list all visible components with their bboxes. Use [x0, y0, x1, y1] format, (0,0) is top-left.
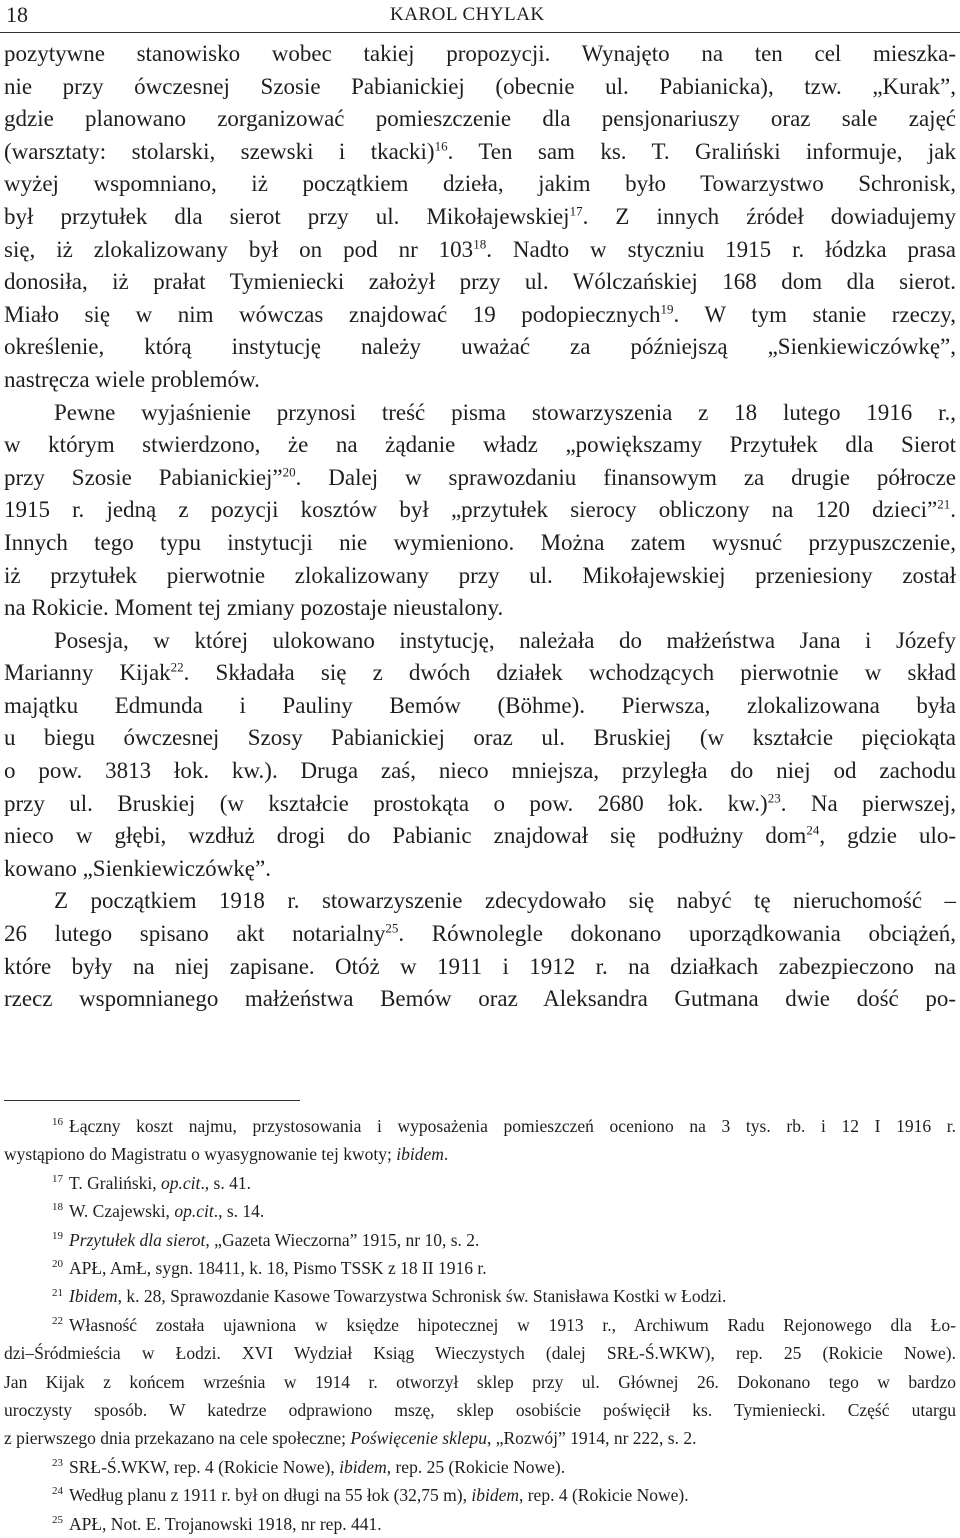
body-line: majątku Edmunda i Pauliny Bemów (Böhme). Pierwsza, zlokalizowana była — [4, 692, 956, 718]
footnote-25: $^{25}$ APŁ, Not. E. Trojanowski 1918, nr rep. 441. — [52, 1513, 382, 1534]
footnote-24: $^{24}$ Według planu z 1911 r. był on długi na 55 łok (32,75 m), ibidem, rep. 4 (Rokicie Nowe). — [52, 1485, 689, 1506]
body-line: rzecz wspomnianego małżeństwa Bemów oraz Aleksandra Gutmana dwie dość po- — [4, 986, 956, 1012]
body-line: Miało się w nim wówczas znajdować 19 podopiecznych$^{19}$. W tym stanie rzeczy, — [4, 301, 957, 327]
footnotes — [4, 1112, 956, 1538]
body-line: u biegu ówczesnej Szosy Pabianickiej oraz ul. Bruskiej (w kształcie pięciokąta — [4, 725, 956, 751]
footnote-17: $^{17}$ T. Graliński, op.cit., s. 41. — [52, 1172, 251, 1193]
footnote-22: $^{22}$ Własność została ujawniona w księdze hipotecznej w 1913 r., Archiwum Radu Rejonowego dla Ło- — [52, 1314, 956, 1335]
footnote-ref: 24 — [806, 822, 820, 838]
body-line: gdzie planowano zorganizować pomieszczenie dla pensjonariuszy oraz sale zajęć — [4, 106, 956, 132]
footnote-18: $^{18}$ W. Czajewski, op.cit., s. 14. — [52, 1201, 265, 1222]
footnote-ref: 16 — [434, 138, 448, 154]
body-line: 1915 r. jedną z pozycji kosztów był „przytułek sierocy obliczony na 120 dzieci”$^{21}$. — [4, 496, 956, 523]
body-line: 26 lutego spisano akt notarialny$^{25}$. Równolegle dokonano uporządkowania obciążeń, — [4, 920, 956, 947]
body-line: Z początkiem 1918 r. stowarzyszenie zdecydowało się nabyć tę nieruchomość – — [54, 888, 956, 914]
body-line: nastręcza wiele problemów. — [4, 366, 260, 392]
footnote-ref: 25 — [385, 920, 399, 936]
footnote-ref: 21 — [937, 496, 951, 512]
footnote-ref: 19 — [660, 301, 674, 317]
body-line: nieco w głębi, wzdłuż drogi do Pabianic znajdował się podłużny dom$^{24}$, gdzie ulo- — [4, 822, 957, 849]
footnote-20: $^{20}$ APŁ, AmŁ, sygn. 18411, k. 18, Pismo TSSK z 18 II 1916 r. — [52, 1258, 487, 1279]
body-line: Innych tego typu instytucji nie wymieniono. Można zatem wysnuć przypuszczenie, — [4, 529, 956, 555]
body-line: na Rokicie. Moment tej zmiany pozostaje nieustalony. — [4, 595, 504, 621]
body-line: iż przytułek pierwotnie zlokalizowany przy ul. Mikołajewskiej przeniesiony został — [4, 562, 956, 588]
body-line: które były na niej zapisane. Otóż w 1911 i 1912 r. na działkach zabezpieczono na — [4, 953, 956, 979]
body-line: kowano „Sienkiewiczówkę”. — [4, 855, 271, 881]
body-line: Marianny Kijak$^{22}$. Składała się z dwóch działek wchodzących pierwotnie w skład — [4, 659, 956, 686]
body-line: był przytułek dla sierot przy ul. Mikołajewskiej$^{17}$. Z innych źródeł dowiadujemy — [4, 203, 956, 229]
footnote-22-cont: uroczysty sposób. W katedrze odprawiono mszę, sklep osobiście poświęcił ks. Tymieniecki. Część utargu — [4, 1400, 956, 1421]
footnote-22-cont: dzi–Śródmieścia w Łodzi. XVI Wydział Ksiąg Wieczystych (dalej SRŁ-Ś.WKW), rep. 25 (Rokicie Nowe). — [4, 1343, 956, 1364]
footnote-16-cont: wystąpiono do Magistratu o wyasygnowanie tej kwoty; ibidem. — [4, 1144, 449, 1165]
body-line: w którym stwierdzono, że na żądanie władz „powiększamy Przytułek dla Sierot — [4, 432, 956, 458]
body-line: przy Szosie Pabianickiej”$^{20}$. Dalej w sprawozdaniu finansowym za drugie półrocze — [4, 464, 956, 490]
footnote-19: $^{19}$ Przytułek dla sierot, „Gazeta Wieczorna” 1915, nr 10, s. 2. — [52, 1229, 480, 1250]
footnote-separator — [4, 1100, 300, 1101]
header-rule — [0, 32, 960, 33]
body-line: Pewne wyjaśnienie przynosi treść pisma stowarzyszenia z 18 lutego 1916 r., — [54, 399, 956, 425]
footnote-ref: 18 — [473, 235, 487, 251]
footnote-22-cont: Jan Kijak z końcem września w 1914 r. otworzył sklep przy ul. Głównej 26. Dokonano tego w bardzo — [4, 1371, 956, 1392]
footnote-ref: 17 — [569, 203, 583, 219]
body-line: się, iż zlokalizowany był on pod nr $103^{18}$. Nadto w styczniu 1915 r. łódzka prasa — [4, 235, 956, 262]
body-line: określenie, którą instytucję należy uważać za późniejszą „Sienkiewiczówkę”, — [4, 334, 956, 360]
footnote-21: $^{21}$ Ibidem, k. 28, Sprawozdanie Kasowe Towarzystwa Schronisk św. Stanisława Kostki w Łodzi. — [52, 1286, 727, 1307]
footnote-23: $^{23}$ SRŁ-Ś.WKW, rep. 4 (Rokicie Nowe), ibidem, rep. 25 (Rokicie Nowe). — [52, 1456, 566, 1477]
body-line: (warsztaty: stolarski, szewski i tkacki)$^{16}$. Ten sam ks. T. Graliński informuje, jak — [4, 138, 956, 164]
footnote-22-cont: z pierwszego dnia przekazano na cele społeczne; Poświęcenie sklepu, „Rozwój” 1914, nr 222, s. 2. — [4, 1428, 697, 1449]
body-text — [4, 38, 956, 1016]
footnote-16: $^{16}$ Łączny koszt najmu, przystosowania i wyposażenia pomieszczeń oceniono na 3 tys. rb. i 12 I 1916 r. — [52, 1116, 956, 1136]
body-line: wyżej wspomniano, iż początkiem dzieła, jakim było Towarzystwo Schronisk, — [4, 171, 956, 197]
page-header — [0, 0, 960, 34]
body-line: nie przy ówczesnej Szosie Pabianickiej (obecnie ul. Pabianicka), tzw. „Kurak”, — [4, 73, 956, 99]
body-line: donosiła, iż prałat Tymieniecki założył przy ul. Wólczańskiej 168 dom dla sierot. — [4, 269, 956, 295]
body-line: Posesja, w której ulokowano instytucję, należała do małżeństwa Jana i Józefy — [54, 627, 956, 653]
running-head: KAROL CHYLAK — [390, 4, 545, 25]
body-line: przy ul. Bruskiej (w kształcie prostokąta o pow. 2680 łok. kw.)$^{23}$. Na pierwszej, — [4, 790, 956, 816]
body-line: pozytywne stanowisko wobec takiej propozycji. Wynajęto na ten cel mieszka- — [4, 41, 956, 66]
footnote-ref: 20 — [282, 464, 296, 480]
body-line: o pow. 3813 łok. kw.). Druga zaś, nieco mniejsza, przyległa do niej od zachodu — [4, 758, 956, 784]
footnote-ref: 22 — [170, 659, 184, 675]
footnote-ref: 23 — [767, 790, 781, 805]
page-number: 18 — [6, 2, 28, 27]
